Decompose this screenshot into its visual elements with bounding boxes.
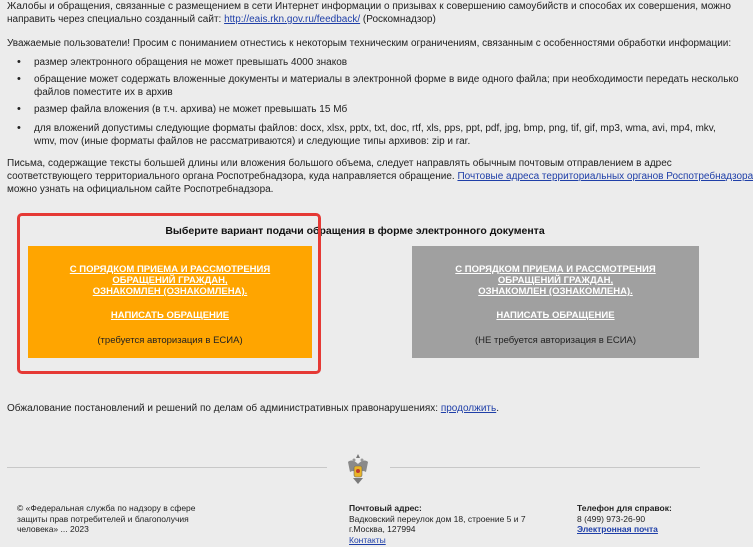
appeal-suffix: . — [496, 403, 499, 414]
requirements-list — [7, 56, 739, 148]
procedure-line: ОЗНАКОМЛЕН (ОЗНАКОМЛЕНА). — [92, 286, 248, 297]
intro-line-1: Жалобы и обращения, связанные с размещением в сети Интернет информации о призывах к совершению самоубийств и способах их совершения, можно — [7, 1, 731, 12]
copyright-line: © «Федеральная служба по надзору в сфере — [17, 503, 196, 513]
phone-number: 8 (499) 973-26-90 — [577, 513, 646, 524]
letters-line-3: можно узнать на официальном сайте Роспотребнадзора. — [7, 184, 274, 195]
feedback-site-link[interactable]: http://eais.rkn.gov.ru/feedback/ — [224, 14, 361, 25]
letters-line-1: Письма, содержащие тексты большей длины или вложения большого объема, следует направлять обычным почтовым отправлением в адрес — [7, 158, 672, 169]
footer-phone — [577, 503, 697, 535]
requirement-item — [7, 73, 739, 99]
requirement-item — [7, 122, 716, 148]
procedure-line: ОБРАЩЕНИЙ ГРАЖДАН, — [497, 275, 614, 286]
intro-line-2 — [7, 13, 697, 26]
no-esia-procedure-link[interactable] — [412, 264, 699, 297]
esia-write-appeal-button[interactable]: НАПИСАТЬ ОБРАЩЕНИЕ — [110, 310, 230, 321]
requirement-line: • размер файла вложения (в т.ч. архива) не может превышать 15 Мб — [34, 104, 348, 115]
choose-submission-title: Выберите вариант подачи обращения в форме электронного документа — [165, 225, 545, 237]
procedure-line: ОЗНАКОМЛЕН (ОЗНАКОМЛЕНА). — [478, 286, 633, 297]
requirement-line: • обращение может содержать вложенные документы и материалы в электронной форме в виде одного файла; при необходимости передать несколько — [34, 74, 739, 85]
letters-line-2 — [7, 170, 753, 183]
phone-title: Телефон для справок: — [577, 503, 672, 513]
no-esia-write-appeal-button[interactable]: НАПИСАТЬ ОБРАЩЕНИЕ — [496, 310, 615, 321]
letters-line-2-text: соответствующего территориального органа Роспотребнадзора, куда направляется обращение. — [7, 171, 455, 182]
requirement-line: • для вложений допустимы следующие форматы файлов: docx, xlsx, pptx, txt, doc, rtf, xls, pps, ppt, pdf, jpg, bmp, png, tif, gif, mp3, wma, avi, mp4, mkv, — [34, 123, 716, 134]
email-link[interactable]: Электронная почта — [577, 524, 658, 534]
footer-copyright — [17, 503, 207, 535]
copyright-line: защиты прав потребителей и благополучия — [17, 513, 189, 524]
address-line: г.Москва, 127994 — [349, 524, 416, 534]
contacts-link[interactable]: Контакты — [349, 534, 386, 545]
emblem-icon — [344, 452, 372, 486]
no-esia-option-panel — [412, 246, 699, 358]
intro-paragraph — [7, 0, 731, 26]
highlight-box — [17, 213, 321, 374]
requirement-line: wmv, mov (иные форматы файлов не рассматриваются) и следующие типы архивов: zip и rar. — [34, 136, 471, 147]
no-esia-auth-note: (НЕ требуется авторизация в ЕСИА) — [474, 335, 637, 346]
intro-line-2-suffix: (Роскомнадзор) — [362, 14, 436, 25]
letters-paragraph — [7, 157, 753, 196]
requirement-line: файлов поместите их в архив — [34, 87, 173, 98]
procedure-line: ОБРАЩЕНИЙ ГРАЖДАН, — [112, 275, 228, 286]
esia-auth-note: (требуется авторизация в ЕСИА) — [97, 335, 243, 346]
appeal-text: Обжалование постановлений и решений по делам об административных правонарушениях: — [7, 403, 439, 414]
territorial-addresses-link[interactable]: Почтовые адреса территориальных органов Роспотребнадзора — [457, 171, 753, 182]
footer-address — [349, 503, 549, 545]
requirement-item — [7, 56, 697, 69]
intro-line-2-text: направить через специально созданный сайт: — [7, 14, 222, 25]
appeal-paragraph — [7, 402, 499, 415]
copyright-line: человека» ... 2023 — [17, 524, 89, 534]
requirement-item — [7, 103, 697, 116]
footer-divider-left — [7, 467, 327, 468]
footer-divider-right — [390, 467, 700, 468]
appeal-continue-link[interactable]: продолжить — [440, 403, 497, 414]
requirement-line: • размер электронного обращения не может превышать 4000 знаков — [34, 57, 348, 68]
address-title: Почтовый адрес: — [349, 503, 422, 513]
address-line: Вадковский переулок дом 18, строение 5 и 7 — [349, 513, 526, 524]
notice-text: Уважаемые пользователи! Просим с пониманием отнестись к некоторым техническим ограничениям, связанным с особенностями обработки информации: — [7, 38, 732, 49]
procedure-line: С ПОРЯДКОМ ПРИЕМА И РАССМОТРЕНИЯ — [455, 264, 656, 275]
procedure-line: С ПОРЯДКОМ ПРИЕМА И РАССМОТРЕНИЯ — [69, 264, 271, 275]
